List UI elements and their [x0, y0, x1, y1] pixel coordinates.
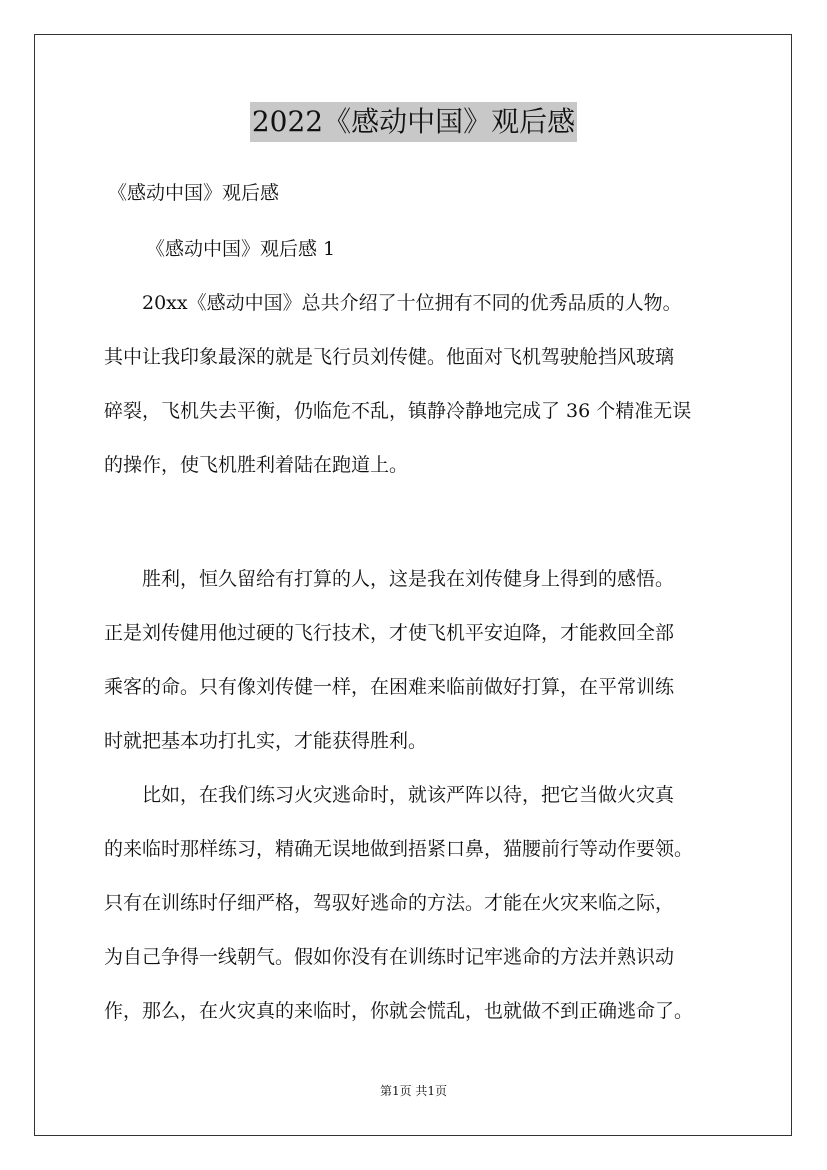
paragraph-3-line-3: 只有在训练时仔细严格，驾驭好逃命的方法。才能在火灾来临之际，	[104, 892, 675, 914]
document-title: 2022《感动中国》观后感	[250, 102, 577, 142]
paragraph-3-line-2: 的来临时那样练习，精确无误地做到捂紧口鼻，猫腰前行等动作要领。	[104, 838, 694, 860]
paragraph-1-line-1: 20xx《感动中国》总共介绍了十位拥有不同的优秀品质的人物。	[142, 292, 682, 314]
paragraph-2-line-3: 乘客的命。只有像刘传健一样，在困难来临前做好打算，在平常训练	[104, 676, 675, 698]
paragraph-3-line-5: 作，那么，在火灾真的来临时，你就会慌乱，也就做不到正确逃命了。	[104, 1000, 694, 1022]
section-heading: 《感动中国》观后感 1	[146, 238, 336, 260]
page-footer	[0, 1082, 827, 1100]
paragraph-3-line-1: 比如，在我们练习火灾逃命时，就该严阵以待，把它当做火灾真	[142, 784, 675, 806]
document-body	[104, 172, 744, 1032]
paragraph-3-line-4: 为自己争得一线朝气。假如你没有在训练时记牢逃命的方法并熟识动	[104, 946, 675, 968]
document-subtitle: 《感动中国》观后感	[108, 182, 280, 204]
paragraph-1-line-4: 的操作，使飞机胜利着陆在跑道上。	[104, 454, 409, 476]
paragraph-2-line-2: 正是刘传健用他过硬的飞行技术，才使飞机平安迫降，才能救回全部	[104, 622, 675, 644]
title-container	[0, 102, 827, 142]
paragraph-1-line-3: 碎裂，飞机失去平衡，仍临危不乱，镇静冷静地完成了 36 个精准无误	[104, 400, 692, 422]
paragraph-2-line-1: 胜利，恒久留给有打算的人，这是我在刘传健身上得到的感悟。	[142, 568, 675, 590]
page-number: 第1页 共1页	[379, 1084, 448, 1098]
paragraph-1-line-2: 其中让我印象最深的就是飞行员刘传健。他面对飞机驾驶舱挡风玻璃	[104, 346, 675, 368]
paragraph-gap	[104, 486, 744, 558]
paragraph-2-line-4: 时就把基本功打扎实，才能获得胜利。	[104, 730, 428, 752]
